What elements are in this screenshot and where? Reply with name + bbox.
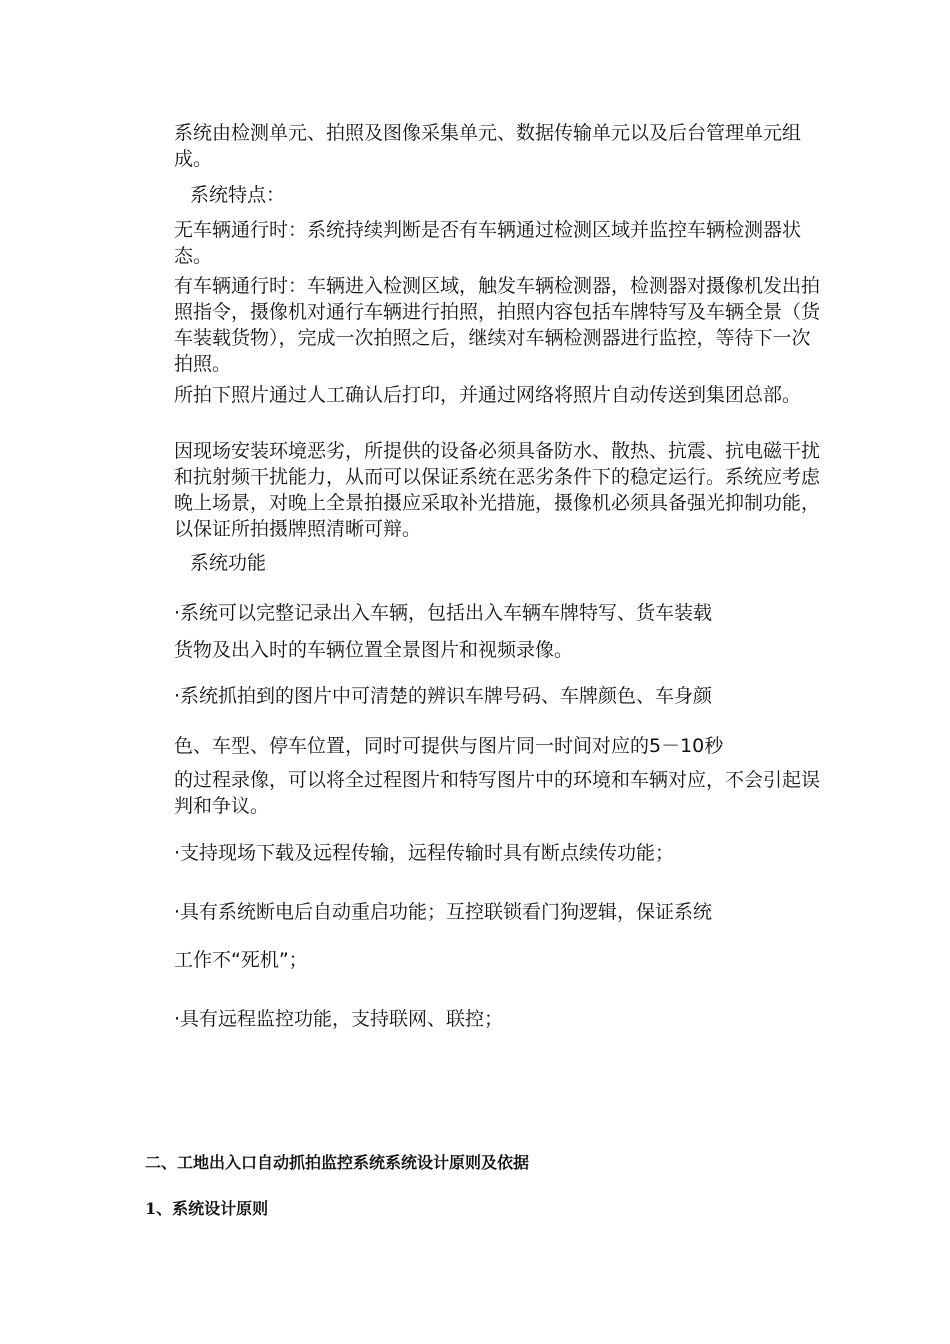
subsection-title: 1、系统设计原则 bbox=[145, 1199, 269, 1218]
feature-paragraph: 有车辆通行时：车辆进入检测区域，触发车辆检测器，检测器对摄像机发出拍照指令，摄像机对通行车辆进行拍照，拍照内容包括车牌特写及车辆全景（货车装载货物），完成一次拍照之后，继续对车辆检测器进行监控，等待下一次拍照。 bbox=[174, 275, 821, 375]
function-line: ·系统可以完整记录出入车辆，包括出入车辆车牌特写、货车装载 bbox=[174, 602, 713, 624]
feature-paragraph: 所拍下照片通过人工确认后打印，并通过网络将照片自动传送到集团总部。 bbox=[174, 384, 802, 406]
section-title: 二、工地出入口自动抓拍监控系统系统设计原则及依据 bbox=[145, 1153, 530, 1172]
function-line: ·具有远程监控功能，支持联网、联控； bbox=[174, 1008, 504, 1030]
function-line: 色、车型、停车位置，同时可提供与图片同一时间对应的5－10秒 bbox=[174, 735, 724, 757]
function-line: ·支持现场下载及远程传输，远程传输时具有断点续传功能； bbox=[174, 842, 675, 864]
feature-paragraph: 无车辆通行时：系统持续判断是否有车辆通过检测区域并监控车辆检测器状态。 bbox=[174, 219, 802, 267]
intro-paragraph: 系统由检测单元、拍照及图像采集单元、数据传输单元以及后台管理单元组成。 bbox=[174, 122, 802, 170]
function-line: 的过程录像，可以将全过程图片和特写图片中的环境和车辆对应，不会引起误判和争议。 bbox=[174, 769, 821, 817]
function-line: 工作不“死机”； bbox=[174, 949, 308, 971]
functions-heading: 系统功能 bbox=[190, 552, 267, 574]
function-line: 货物及出入时的车辆位置全景图片和视频录像。 bbox=[174, 639, 574, 661]
function-line: ·系统抓拍到的图片中可清楚的辨识车牌号码、车牌颜色、车身颜 bbox=[174, 685, 713, 707]
function-line: ·具有系统断电后自动重启功能；互控联锁看门狗逻辑，保证系统 bbox=[174, 901, 713, 923]
feature-paragraph: 因现场安装环境恶劣，所提供的设备必须具备防水、散热、抗震、抗电磁干扰和抗射频干扰能力，从而可以保证系统在恶劣条件下的稳定运行。系统应考虑晚上场景，对晚上全景拍摄应采取补光措施，摄像机必须具备强光抑制功能，以保证所拍摄牌照清晰可辩。 bbox=[174, 440, 821, 540]
features-heading: 系统特点： bbox=[190, 184, 286, 206]
